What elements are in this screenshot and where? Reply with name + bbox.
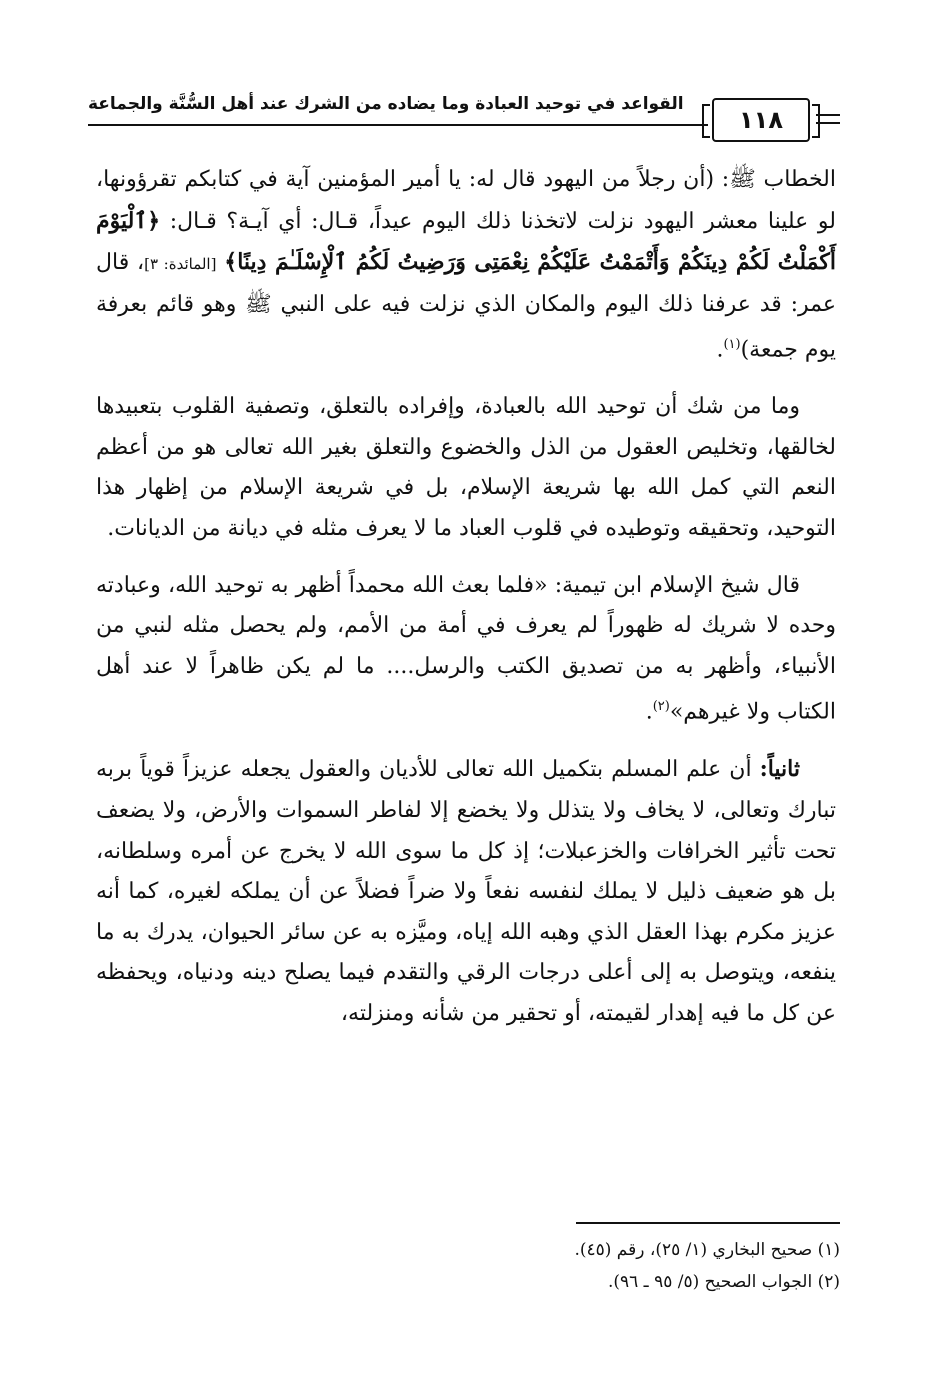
paragraph-2: وما من شك أن توحيد الله بالعبادة، وإفراده بالتعلق، وتصفية القلوب بتعبيدها لخالقها، وتخليص العقول من الذل والخضوع والتعلق بغير الله تعالى هو من أعظم النعم التي كمل الله بها شريعة الإسلام، بل في شريعة الإسلام من إظهار هذا التوحيد، وتحقيقه وتوطيده في قلوب العباد ما لا يعرف مثله في ديانة من الديانات. [96, 394, 836, 542]
paragraph-4-text: أن علم المسلم بتكميل الله تعالى للأديان والعقول يجعله عزيزاً قوياً بربه تبارك وتعالى، لا يخاف ولا يتذلل ولا يخضع إلا لفاطر السموات والأرض، ولا يضعف تحت تأثير الخرافات والخزعبلات؛ إذ كل ما سوى الله لا يخرج عن أمره وسلطانه، بل هو ضعيف ذليل لا يملك لنفسه نفعاً ولا ضراً فضلاً عن أن يملكه لغيره، كما أنه عزيز مكرم بهذا العقل الذي وهبه الله إياه، وميَّزه به عن سائر الحيوان، يدرك به ما ينفعه، ويتوصل به إلى أعلى درجات الرقي والتقدم فيما يصلح دينه ودنياه، ويحفظه عن كل ما فيه إهدار لقيمته، أو تحقير من شأنه ومنزلته، [96, 757, 836, 1026]
footnote-2: (٢) الجواب الصحيح (٥/ ٩٥ ـ ٩٦). [607, 1272, 840, 1292]
footnotes [300, 1234, 840, 1298]
page-header [88, 88, 840, 150]
footnote-1: (١) صحيح البخاري (١/ ٢٥)، رقم (٤٥). [574, 1240, 840, 1260]
quran-verse: ﴿ٱلْيَوْمَ أَكْمَلْتُ لَكُمْ دِينَكُمْ وَأَتْمَمْتُ عَلَيْكُمْ نِعْمَتِى وَرَضِيتُ لَكُمُ ٱلْإِسْلَـٰمَ دِينًا﴾ [96, 207, 836, 276]
main-text [96, 160, 836, 1035]
footnote-marker-1: (١) [723, 337, 741, 353]
paragraph-1-rest: ، قال عمر: قد عرفنا ذلك اليوم والمكان الذي نزلت فيه على النبي ﷺ وهو قائم بعرفة يوم جمعة) [96, 250, 836, 363]
verse-reference: [المائدة: ٣] [144, 255, 217, 274]
paragraph-4-lead: ثانياً: [759, 756, 800, 783]
running-title: القواعد في توحيد العبادة وما يضاده من الشرك عند أهل السُّنَّة والجماعة [88, 88, 708, 126]
footnote-separator [576, 1222, 840, 1224]
paragraph-4 [96, 749, 836, 1034]
paragraph-1-text: الخطاب ﷺ: (أن رجلاً من اليهود قال له: يا أمير المؤمنين آية في كتابكم تقرؤونها، لو علينا معشر اليهود نزلت لاتخذنا ذلك اليوم عيداً، قـال: أي آيـة؟ قـال: [96, 167, 836, 234]
paragraph-3-text: قال شيخ الإسلام ابن تيمية: «فلما بعث الله محمداً أظهر به توحيد الله، وعبادته وحده لا شريك له ظهوراً لم يعرف في أمة من الأمم، ولم يحصل مثله لنبي من الأنبياء، وأظهر به من تصديق الكتب والرسل.... ما لم يكن ظاهراً لا عند أهل الكتاب ولا غيرهم» [96, 572, 836, 725]
footnote-marker-2: (٢) [652, 699, 670, 715]
page-number: ١١٨ [712, 98, 810, 142]
paragraph-3: قال شيخ الإسلام ابن تيمية: «فلما بعث الله محمداً أظهر به توحيد الله، وعبادته وحده لا شريك له ظهوراً لم يعرف في أمة من الأمم، ولم يحصل مثله لنبي من الأنبياء، وأظهر به من تصديق الكتب والرسل.... ما لم يكن ظاهراً لا عند أهل الكتاب ولا غيرهم»$^{(٢)}$. [96, 572, 836, 725]
header-double-rule [816, 114, 840, 124]
paragraph-1: الخطاب ﷺ: (أن رجلاً من اليهود قال له: يا أمير المؤمنين آية في كتابكم تقرؤونها، لو علينا معشر اليهود نزلت لاتخذنا ذلك اليوم عيداً، قـال: أي آيـة؟ قـال: ﴿ٱلْيَوْمَ أَكْمَلْتُ لَكُمْ دِينَكُمْ وَأَتْمَمْتُ عَلَيْكُمْ نِعْمَتِى وَرَضِيتُ لَكُمُ ٱلْإِسْلَـٰمَ دِينًا﴾ [المائدة: ٣]، قال عمر: قد عرفنا ذلك اليوم والمكان الذي نزلت فيه على النبي ﷺ وهو قائم بعرفة يوم جمعة)$^{(١)}$. [96, 167, 836, 363]
